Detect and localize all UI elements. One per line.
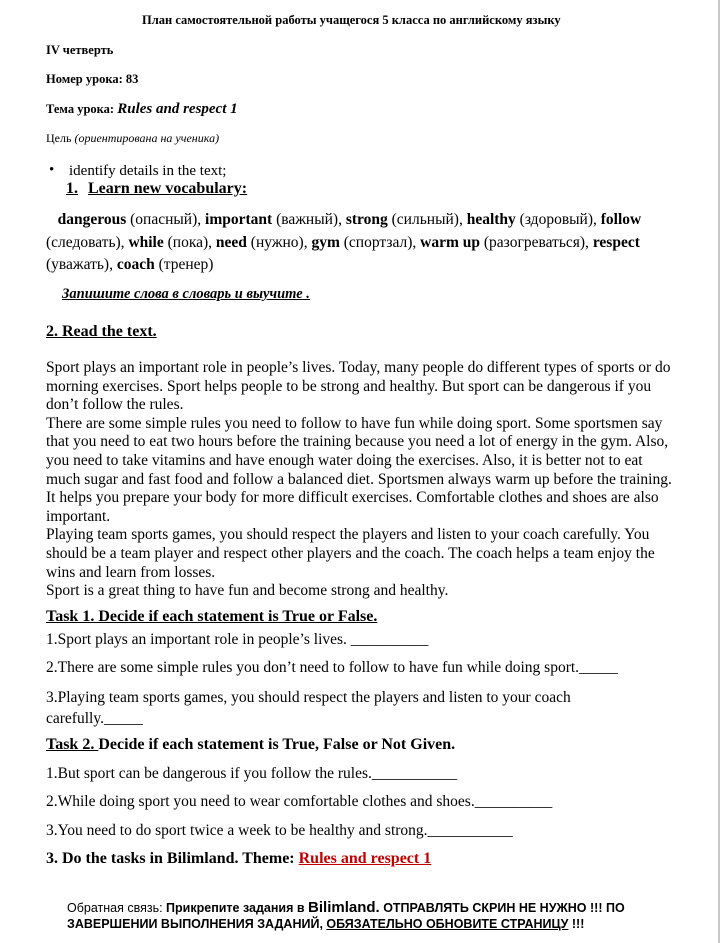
task2-item: 2.While doing sport you need to wear comfortable clothes and shoes.__________	[46, 793, 553, 810]
quarter: IV четверть	[46, 43, 114, 57]
vocab-translation: (нужно),	[246, 233, 312, 251]
vocab-translation: (пока),	[163, 233, 216, 251]
vocab-word: coach	[116, 256, 155, 273]
task2-title	[46, 736, 455, 754]
goal-note: (ориентирована на ученика)	[74, 131, 220, 145]
doc-title: План самостоятельной работы учащегося 5 класса по английскому языку	[142, 13, 561, 27]
task2-item: 1.But sport can be dangerous if you follow the rules.___________	[46, 765, 458, 782]
vocab-word: need	[215, 233, 247, 251]
item-number: 1.	[66, 180, 78, 197]
paragraph: Playing team sports games, you should respect the players and listen to your coach carefully. You should be a team player and respect other players and the coach. The coach helps a team enjoy the wins and learn from losses.	[46, 526, 655, 581]
reading-text	[46, 359, 674, 601]
section-read-text: 2. Read the text.	[46, 323, 157, 340]
item-text: Learn new vocabulary:	[88, 180, 248, 197]
vocab-translation: (следовать),	[46, 233, 129, 251]
vocab-word: warm up	[420, 233, 481, 251]
footer-emphasis: ОБЯЗАТЕЛЬНО ОБНОВИТЕ СТРАНИЦУ	[326, 917, 569, 931]
vocab-translation: (спортзал),	[339, 233, 421, 251]
instruction: Запишите слова в словарь и выучите .	[62, 286, 310, 302]
vocab-translation: (здоровый),	[515, 211, 601, 228]
task2-item: 3.You need to do sport twice a week to be healthy and strong.___________	[46, 822, 513, 839]
topic-label: Тема урока:	[46, 102, 118, 116]
feedback-footer	[67, 900, 667, 932]
task2-label: Task 2.	[46, 736, 99, 753]
vocabulary-list	[46, 209, 671, 277]
section3-label: 3. Do the tasks in Bilimland. Theme:	[46, 850, 299, 867]
vocab-word: while	[128, 233, 164, 251]
goal	[46, 131, 219, 146]
goal-label: Цель	[46, 131, 75, 145]
footer-label: Обратная связь:	[67, 901, 167, 915]
footer-brand: Bilimland.	[308, 899, 380, 916]
task1-item: 2.There are some simple rules you don’t need to follow to have fun while doing sport._____	[46, 659, 618, 676]
paragraph: Sport is a great thing to have fun and become strong and healthy.	[46, 582, 449, 600]
task1-item: 3.Playing team sports games, you should respect the players and listen to your coach carefully._____	[46, 689, 571, 727]
vocab-translation: (разогреваться),	[480, 233, 593, 251]
paragraph: Sport plays an important role in people’s lives. Today, many people do different types of sports or do morning exercises. Sport helps people to be strong and healthy. But sport can be dangerous if you don’t follow the rules.	[46, 359, 671, 414]
task2-title-text: Decide if each statement is True, False or Not Given.	[98, 736, 456, 753]
footer-text: ОТПРАВЛЯТЬ СКРИН НЕ НУЖНО !!! ПО ЗАВЕРШЕНИИ ВЫПОЛНЕНИЯ ЗАДАНИЙ,	[67, 901, 625, 931]
vocab-translation: (опасный),	[126, 211, 206, 228]
vocab-translation: (уважать),	[46, 256, 117, 273]
bilimland-theme-link[interactable]: Rules and respect 1	[298, 850, 432, 867]
vocab-word: follow	[600, 211, 642, 228]
task1-title	[46, 608, 377, 626]
task1-item: 1.Sport plays an important role in people’s lives. __________	[46, 631, 429, 648]
section-bilimland	[46, 850, 431, 868]
vocab-word: gym	[311, 233, 340, 251]
topic-value: Rules and respect 1	[117, 101, 238, 117]
vocab-word: important	[205, 211, 273, 228]
bullet-item: • identify details in the text;	[69, 163, 226, 180]
vocab-word: dangerous	[57, 211, 127, 228]
vocab-translation: (тренер)	[154, 256, 214, 273]
numbered-heading	[66, 180, 247, 198]
vocab-translation: (важный),	[272, 211, 346, 228]
footer-text: !!!	[568, 917, 585, 931]
paragraph: There are some simple rules you need to follow to have fun while doing sport. Some sportsmen say that you need to eat two hours before the training because you need a lot of energy in the gym. Also, you need to take vitamins and have enough water doing the exercises. Also, it is better not to eat much sugar and fast food and follow a balanced diet. Sportsmen always warm up before the training. It helps you prepare your body for more difficult exercises. Comfortable clothes and shoes are also important.	[46, 414, 672, 525]
lesson-topic	[46, 101, 238, 118]
lesson-number: Номер урока: 83	[46, 72, 139, 86]
vocab-word: healthy	[466, 211, 516, 228]
task1-title-text: Task 1. Decide if each statement is True or False.	[46, 608, 378, 625]
vocab-translation: (сильный),	[387, 211, 467, 228]
vocab-word: respect	[592, 233, 640, 251]
footer-text: Прикрепите задания в	[166, 901, 309, 915]
vocab-word: strong	[345, 211, 388, 228]
